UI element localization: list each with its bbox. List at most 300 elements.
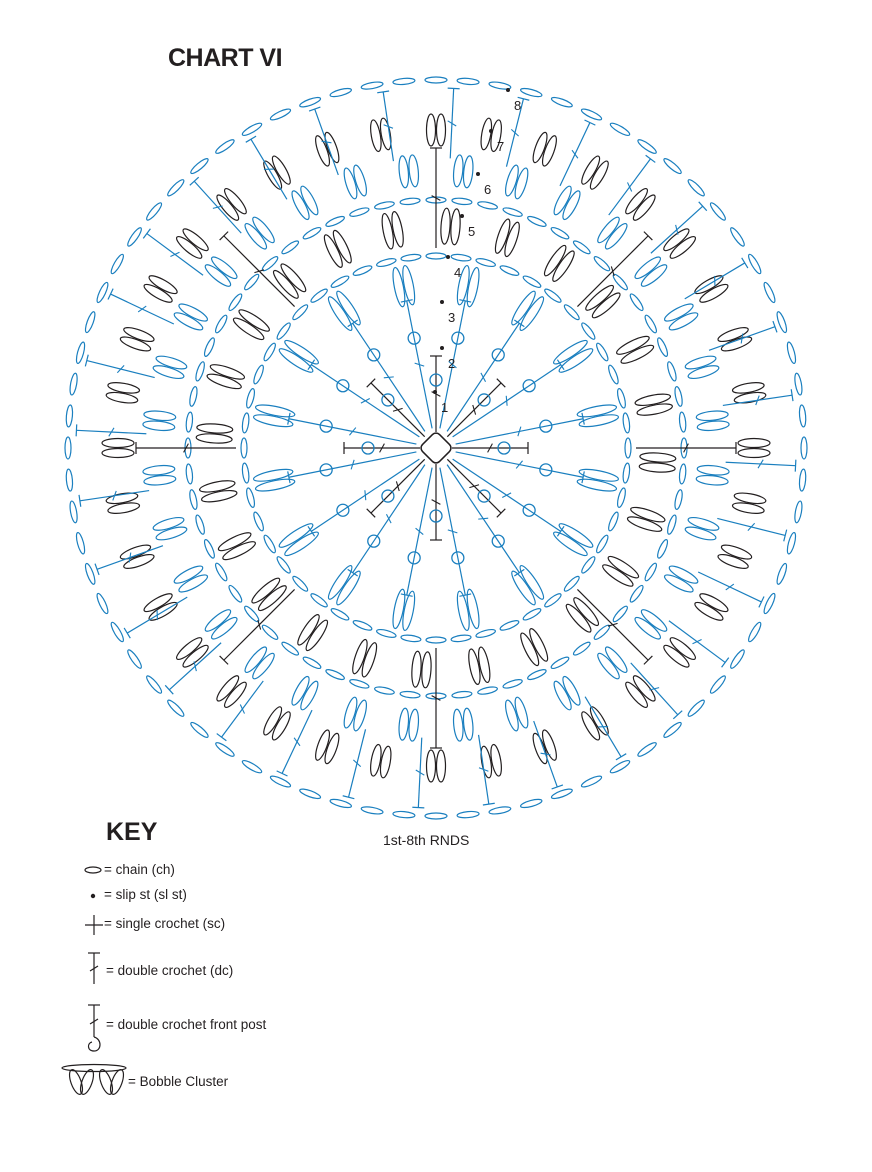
bobble-petal bbox=[350, 638, 370, 675]
double-crochet-front-post-icon bbox=[84, 1003, 106, 1055]
chain-stitch bbox=[65, 437, 71, 459]
chain-stitch bbox=[425, 813, 447, 819]
chain-stitch bbox=[499, 264, 520, 277]
stitch-bar bbox=[611, 266, 614, 276]
bobble-petal bbox=[289, 189, 312, 221]
chain-stitch bbox=[551, 96, 574, 109]
chain-stitch bbox=[801, 437, 807, 459]
chain-stitch bbox=[227, 584, 244, 604]
chain-stitch bbox=[109, 253, 125, 275]
chain-stitch bbox=[551, 787, 574, 800]
chain-stitch bbox=[666, 361, 678, 382]
chain-stitch bbox=[189, 157, 210, 176]
chain-stitch bbox=[656, 337, 670, 358]
chain-stitch bbox=[686, 698, 706, 718]
chain-stitch bbox=[280, 239, 300, 256]
bobble-petal bbox=[639, 462, 676, 473]
chain-stitch bbox=[352, 619, 373, 632]
bobble-petal bbox=[560, 675, 583, 707]
bobble-petal bbox=[102, 439, 134, 448]
stitch-bar bbox=[693, 640, 702, 644]
chain-stitch bbox=[709, 201, 728, 222]
stitch-bar bbox=[741, 334, 743, 344]
chain-stitch bbox=[580, 555, 597, 575]
slip-stitch-marker bbox=[476, 172, 480, 176]
bobble-petal bbox=[411, 651, 422, 688]
chain-stitch bbox=[361, 81, 384, 91]
chain-stitch bbox=[185, 412, 193, 433]
bobble-petal bbox=[563, 602, 594, 635]
stitch-top bbox=[76, 424, 77, 436]
round-label-7: 7 bbox=[497, 139, 505, 154]
key-label-double-crochet-front-post: = double crochet front post bbox=[106, 1017, 267, 1032]
chain-stitch bbox=[126, 648, 144, 669]
chain-stitch bbox=[188, 386, 198, 407]
bobble-petal bbox=[530, 732, 549, 765]
bobble-petal bbox=[551, 679, 574, 711]
chain-stitch bbox=[451, 253, 472, 262]
stitch-bar bbox=[254, 270, 264, 273]
stitch-top bbox=[584, 120, 595, 125]
round-3-stitches bbox=[288, 300, 585, 597]
chain-stitch bbox=[126, 226, 144, 247]
chain-stitch bbox=[477, 200, 498, 210]
chain-stitch bbox=[580, 321, 597, 341]
bobble-petal bbox=[359, 641, 379, 678]
bobble-cluster-icon bbox=[58, 1064, 130, 1100]
bobble-petal bbox=[717, 552, 750, 571]
bobble-petal bbox=[256, 583, 289, 614]
chain-stitch bbox=[502, 678, 523, 690]
chain-stitch bbox=[214, 562, 229, 582]
chain-stitch bbox=[299, 96, 322, 109]
stitch-bar bbox=[628, 182, 632, 191]
stitch-bar bbox=[478, 518, 488, 519]
bobble-petal bbox=[720, 542, 753, 561]
chain-stitch bbox=[679, 464, 687, 485]
chain-stitch bbox=[269, 774, 291, 789]
bobble-petal bbox=[421, 652, 432, 689]
slip-stitch-marker bbox=[506, 88, 510, 92]
chain-stitch bbox=[65, 469, 73, 491]
bobble-petal bbox=[261, 705, 285, 737]
chain-stitch bbox=[65, 405, 73, 427]
bobble-petal bbox=[440, 208, 451, 245]
bobble-petal bbox=[282, 529, 320, 559]
bobble-petal bbox=[142, 281, 174, 305]
chain-stitch bbox=[609, 121, 631, 137]
chain-stitch bbox=[214, 314, 229, 334]
chain-stitch bbox=[543, 592, 563, 609]
bobble-petal bbox=[698, 591, 730, 615]
bobble-petal bbox=[530, 131, 549, 164]
chain-stitch bbox=[95, 281, 110, 303]
round-4-chains bbox=[241, 253, 631, 643]
chain-stitch bbox=[374, 200, 395, 210]
stitch-bar bbox=[473, 405, 476, 415]
chain-stitch bbox=[729, 226, 747, 247]
chain-stitch bbox=[261, 623, 280, 641]
bobble-petal bbox=[551, 529, 589, 559]
bobble-petal bbox=[271, 268, 302, 301]
round-label-2: 2 bbox=[448, 356, 456, 371]
double-crochet-icon bbox=[84, 951, 104, 985]
bobble-petal bbox=[560, 189, 583, 221]
bobble-petal bbox=[667, 563, 699, 586]
stitch-top bbox=[412, 807, 424, 808]
bobble-petal bbox=[289, 675, 312, 707]
chain-stitch bbox=[243, 273, 261, 292]
chain-stitch bbox=[214, 138, 235, 156]
bobble-petal bbox=[509, 289, 539, 327]
chain-stitch bbox=[401, 253, 422, 262]
chain-stitch bbox=[593, 255, 612, 273]
chain-stitch bbox=[666, 514, 678, 535]
round-5-posts bbox=[136, 148, 736, 748]
chain-stitch bbox=[109, 621, 125, 643]
chain-stitch bbox=[625, 438, 631, 458]
chain-stitch bbox=[75, 341, 86, 364]
chain-stitch bbox=[643, 562, 658, 582]
chart-symbols bbox=[65, 77, 807, 819]
single-crochet-icon bbox=[84, 914, 104, 936]
chain-stitch bbox=[400, 691, 421, 699]
chain-stitch bbox=[457, 811, 479, 819]
round-label-6: 6 bbox=[484, 182, 492, 197]
slip-stitch-marker bbox=[489, 129, 493, 133]
bobble-petal bbox=[693, 599, 725, 623]
bobble-petal bbox=[325, 294, 355, 332]
key-label-chain: = chain (ch) bbox=[104, 862, 175, 877]
chain-stitch bbox=[269, 107, 291, 122]
bobble-petal bbox=[579, 154, 603, 186]
bobble-petal bbox=[119, 542, 152, 561]
bobble-petal bbox=[527, 627, 551, 663]
bobble-petal bbox=[698, 281, 730, 305]
stitch-bar bbox=[572, 150, 578, 158]
chain-stitch bbox=[241, 413, 250, 434]
chain-stitch bbox=[543, 287, 563, 304]
bobble-petal bbox=[571, 595, 602, 628]
chain-stitch bbox=[527, 668, 548, 682]
chain-stitch bbox=[69, 501, 79, 524]
bobble-petal bbox=[619, 342, 655, 366]
chain-stitch bbox=[145, 674, 164, 695]
bobble-petal bbox=[615, 333, 651, 357]
stitch-top bbox=[616, 754, 626, 760]
bobble-petal bbox=[142, 591, 174, 615]
stitch-top bbox=[246, 136, 256, 142]
bobble-petal bbox=[640, 452, 677, 463]
chain-stitch bbox=[636, 138, 657, 156]
bobble-petal bbox=[437, 114, 446, 146]
bobble-petal bbox=[667, 310, 699, 333]
stitch-bar bbox=[129, 553, 131, 563]
chain-stitch bbox=[189, 721, 210, 740]
bobble-petal bbox=[221, 539, 257, 563]
chain-stitch bbox=[572, 239, 592, 256]
chart-title: CHART VI bbox=[168, 44, 283, 72]
chain-stitch bbox=[227, 292, 244, 312]
round-label-5: 5 bbox=[468, 224, 476, 239]
bobble-petal bbox=[493, 218, 513, 255]
stitch-bar bbox=[469, 485, 479, 488]
chain-stitch bbox=[325, 668, 346, 682]
chain-stitch bbox=[203, 539, 217, 560]
chain-stitch bbox=[452, 197, 473, 205]
chain-stitch bbox=[393, 811, 415, 819]
stitch-top bbox=[759, 596, 764, 607]
chain-stitch bbox=[309, 287, 329, 304]
stitch-top bbox=[108, 289, 113, 300]
stitch-top bbox=[742, 258, 748, 268]
round-label-8: 8 bbox=[514, 98, 522, 113]
chain-stitch bbox=[550, 655, 570, 670]
stitch-bar bbox=[608, 623, 618, 626]
stitch-bar bbox=[294, 738, 300, 746]
key-label-single-crochet: = single crochet (sc) bbox=[104, 916, 226, 931]
bobble-petal bbox=[626, 514, 663, 534]
bobble-petal bbox=[172, 563, 204, 586]
chain-stitch bbox=[775, 563, 788, 586]
bobble-petal bbox=[298, 184, 321, 216]
chain-stitch bbox=[425, 77, 447, 83]
bobble-petal bbox=[450, 209, 461, 246]
stitch-top bbox=[124, 628, 130, 638]
bobble-petal bbox=[738, 449, 770, 458]
stitch-bar bbox=[384, 377, 394, 378]
chain-stitch bbox=[747, 621, 763, 643]
bobble-petal bbox=[738, 439, 770, 448]
bobble-petal bbox=[696, 410, 729, 422]
chain-stitch bbox=[214, 741, 235, 759]
chain-stitch bbox=[185, 464, 193, 485]
chain-stitch bbox=[452, 691, 473, 699]
chain-stitch bbox=[95, 592, 110, 614]
round-4-bobbles bbox=[253, 265, 620, 632]
bobble-petal bbox=[269, 710, 293, 742]
chain-stitch bbox=[166, 178, 186, 198]
chain-stitch bbox=[794, 373, 804, 396]
chain-stitch bbox=[775, 311, 788, 334]
bobble-petal bbox=[334, 289, 364, 327]
bobble-petal bbox=[517, 294, 547, 332]
key-label-double-crochet: = double crochet (dc) bbox=[106, 963, 234, 978]
chain-stitch bbox=[656, 539, 670, 560]
chain-stitch bbox=[786, 532, 797, 555]
chain-stitch bbox=[194, 361, 206, 382]
stitch-bar bbox=[138, 306, 146, 312]
chain-stitch bbox=[309, 592, 329, 609]
stitch-bar bbox=[393, 408, 403, 411]
bobble-petal bbox=[196, 433, 233, 444]
bobble-petal bbox=[697, 464, 730, 476]
chain-stitch bbox=[762, 592, 777, 614]
chain-stitch bbox=[595, 534, 610, 554]
bobble-petal bbox=[321, 233, 345, 269]
bobble-petal bbox=[102, 449, 134, 458]
chain-stitch bbox=[622, 463, 631, 484]
chain-stitch bbox=[628, 292, 645, 312]
chain-stitch bbox=[280, 640, 300, 657]
bobble-petal bbox=[462, 708, 474, 741]
chain-stitch bbox=[376, 257, 397, 268]
bobble-petal bbox=[313, 729, 332, 762]
chain-stitch bbox=[595, 342, 610, 362]
chain-stitch bbox=[241, 121, 263, 137]
chain-stitch bbox=[84, 563, 97, 586]
stitch-top bbox=[722, 658, 729, 668]
chain-stitch bbox=[799, 469, 807, 491]
bobble-petal bbox=[209, 362, 246, 382]
slip-stitch-marker bbox=[440, 300, 444, 304]
bobble-petal bbox=[398, 155, 410, 188]
bobble-petal bbox=[172, 310, 204, 333]
chain-stitch bbox=[325, 215, 346, 229]
bobble-petal bbox=[663, 572, 695, 595]
chain-stitch bbox=[527, 215, 548, 229]
chain-stitch bbox=[84, 311, 97, 334]
chain-stitch bbox=[426, 253, 446, 259]
bobble-petal bbox=[119, 334, 152, 353]
chain-stitch bbox=[580, 774, 602, 789]
chain-stitch bbox=[262, 534, 277, 554]
bobble-petal bbox=[452, 154, 464, 187]
chain-stitch bbox=[674, 489, 684, 510]
chain-stitch bbox=[275, 555, 292, 575]
chain-stitch bbox=[426, 637, 446, 643]
chain-stitch bbox=[400, 197, 421, 205]
stitch-top bbox=[646, 155, 656, 162]
bobble-petal bbox=[587, 159, 611, 191]
chain-stitch bbox=[616, 487, 627, 508]
chain-stitch bbox=[502, 206, 523, 218]
chain-stitch bbox=[451, 634, 472, 643]
chain-stitch bbox=[475, 628, 496, 639]
chain-stitch bbox=[522, 274, 542, 289]
chain-stitch bbox=[75, 532, 86, 555]
stitch-bar bbox=[240, 705, 244, 714]
chain-stitch bbox=[477, 686, 498, 696]
chain-stitch bbox=[550, 226, 570, 241]
chain-stitch bbox=[69, 373, 79, 396]
chain-stitch bbox=[729, 648, 747, 669]
chain-stitch bbox=[302, 226, 322, 241]
stitch-bar bbox=[506, 396, 507, 406]
chain-stitch bbox=[636, 741, 657, 759]
round-label-4: 4 bbox=[454, 265, 462, 280]
chain-stitch bbox=[616, 388, 627, 409]
stitch-bar bbox=[322, 141, 332, 143]
bobble-petal bbox=[452, 709, 464, 742]
chain-stitch bbox=[241, 759, 263, 775]
chain-stitch bbox=[374, 686, 395, 696]
key-label-bobble-cluster: = Bobble Cluster bbox=[128, 1074, 229, 1089]
bobble-petal bbox=[551, 184, 574, 216]
chain-stitch bbox=[245, 388, 256, 409]
stitch-top bbox=[448, 88, 460, 89]
bobble-petal bbox=[277, 346, 315, 376]
chain-stitch bbox=[393, 77, 415, 85]
slip-stitch-marker bbox=[446, 255, 450, 259]
bobble-petal bbox=[663, 301, 695, 324]
key-title: KEY bbox=[106, 818, 158, 846]
bobble-petal bbox=[579, 710, 603, 742]
chain-stitch bbox=[489, 806, 512, 816]
slip-stitch-marker bbox=[433, 390, 437, 394]
chain-stitch bbox=[299, 787, 322, 800]
bobble-petal bbox=[427, 114, 436, 146]
slip-stitch-icon bbox=[84, 887, 104, 903]
chain-stitch bbox=[194, 514, 206, 535]
bobble-petal bbox=[278, 261, 309, 294]
stitch-bar bbox=[396, 481, 399, 491]
bobble-petal bbox=[462, 155, 474, 188]
bobble-petal bbox=[206, 371, 243, 391]
bobble-petal bbox=[177, 301, 209, 324]
chain-stitch bbox=[203, 337, 217, 358]
slip-stitch-marker bbox=[440, 346, 444, 350]
chain-stitch bbox=[262, 342, 277, 362]
bobble-petal bbox=[143, 410, 176, 422]
bobble-petal bbox=[590, 290, 623, 321]
bobble-petal bbox=[518, 631, 542, 667]
bobble-petal bbox=[517, 563, 547, 601]
chain-stitch bbox=[252, 511, 265, 532]
bobble-petal bbox=[502, 221, 522, 258]
chain-stitch bbox=[709, 674, 728, 695]
bobble-petal bbox=[427, 750, 436, 782]
chain-stitch bbox=[686, 178, 706, 198]
bobble-petal bbox=[720, 334, 753, 353]
chain-stitch bbox=[611, 605, 629, 624]
chain-stitch bbox=[302, 655, 322, 670]
bobble-petal bbox=[177, 572, 209, 595]
chain-stitch bbox=[166, 698, 186, 718]
bobble-petal bbox=[330, 229, 354, 265]
bobble-petal bbox=[334, 569, 364, 607]
bobble-petal bbox=[408, 709, 420, 742]
round-label-1: 1 bbox=[441, 400, 449, 415]
bobble-petal bbox=[197, 423, 234, 434]
stitch-top bbox=[795, 460, 796, 472]
round-number-labels bbox=[433, 88, 521, 415]
bobble-petal bbox=[122, 325, 155, 344]
stitch-top bbox=[143, 229, 150, 239]
chain-stitch bbox=[609, 759, 631, 775]
chain-stitch bbox=[457, 77, 479, 85]
chain-stitch bbox=[607, 511, 620, 532]
chain-stitch bbox=[329, 798, 352, 809]
chain-stitch bbox=[762, 281, 777, 303]
bobble-petal bbox=[696, 474, 729, 486]
chain-stitch bbox=[275, 321, 292, 341]
chain-stitch bbox=[674, 386, 684, 407]
round-1-stitches bbox=[344, 356, 528, 540]
stitch-top bbox=[217, 734, 227, 741]
chain-stitch bbox=[794, 501, 804, 524]
chain-stitch bbox=[786, 341, 797, 364]
bobble-petal bbox=[142, 420, 175, 432]
bobble-petal bbox=[282, 337, 320, 367]
chain-stitch bbox=[329, 87, 352, 98]
chain-stitch bbox=[401, 634, 422, 643]
chain-stitch bbox=[572, 640, 592, 657]
chain-stitch bbox=[352, 264, 373, 277]
chain-stitch bbox=[241, 463, 250, 484]
bobble-petal bbox=[583, 283, 616, 314]
chain-stitch bbox=[245, 487, 256, 508]
